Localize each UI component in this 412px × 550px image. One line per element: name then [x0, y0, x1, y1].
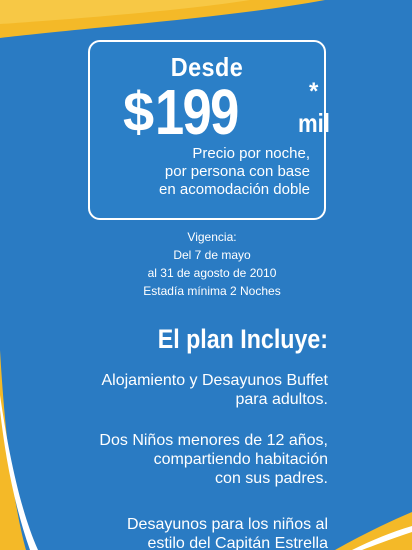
- plan-item-line: estilo del Capitán Estrella: [147, 535, 328, 550]
- price: [123, 76, 330, 152]
- plan-item-line: Alojamiento y Desayunos Buffet: [101, 372, 328, 389]
- from-label: Desde: [170, 52, 244, 82]
- price-box: [88, 40, 330, 220]
- plan-item: [99, 431, 328, 488]
- top-swoosh-highlight: [0, 0, 250, 24]
- plan-item-line: compartiendo habitación: [153, 451, 328, 468]
- left-stripe-white: [0, 395, 38, 550]
- bottom-right-swoosh-white: [352, 526, 412, 550]
- plan-item-line: con sus padres.: [215, 470, 328, 487]
- plan-item: [102, 371, 329, 409]
- price-note-line: Precio por noche,: [192, 145, 310, 162]
- validity-label: Vigencia:: [187, 230, 237, 244]
- bottom-right-swoosh: [335, 512, 412, 550]
- price-currency: $: [123, 80, 155, 143]
- price-note-line: en acomodación doble: [159, 181, 310, 198]
- plan-item-line: Desayunos para los niños al: [126, 516, 328, 533]
- top-swoosh: [0, 0, 325, 38]
- price-note: [159, 145, 310, 199]
- price-amount: 199: [155, 76, 238, 148]
- validity-line: Del 7 de mayo: [173, 248, 251, 262]
- validity-block: [92, 228, 332, 300]
- left-stripe-yellow: [0, 350, 26, 550]
- plan-item-line: para adultos.: [235, 391, 328, 408]
- validity-line: Estadía mínima 2 Noches: [143, 284, 281, 298]
- price-unit: mil: [298, 108, 330, 138]
- validity-line: al 31 de agosto de 2010: [147, 266, 277, 280]
- plan-item-line: Dos Niños menores de 12 años,: [99, 432, 328, 449]
- price-asterisk: *: [309, 78, 319, 105]
- price-note-line: por persona con base: [164, 163, 310, 180]
- plan-item: [127, 515, 328, 550]
- plan-title: El plan Incluye:: [157, 324, 328, 354]
